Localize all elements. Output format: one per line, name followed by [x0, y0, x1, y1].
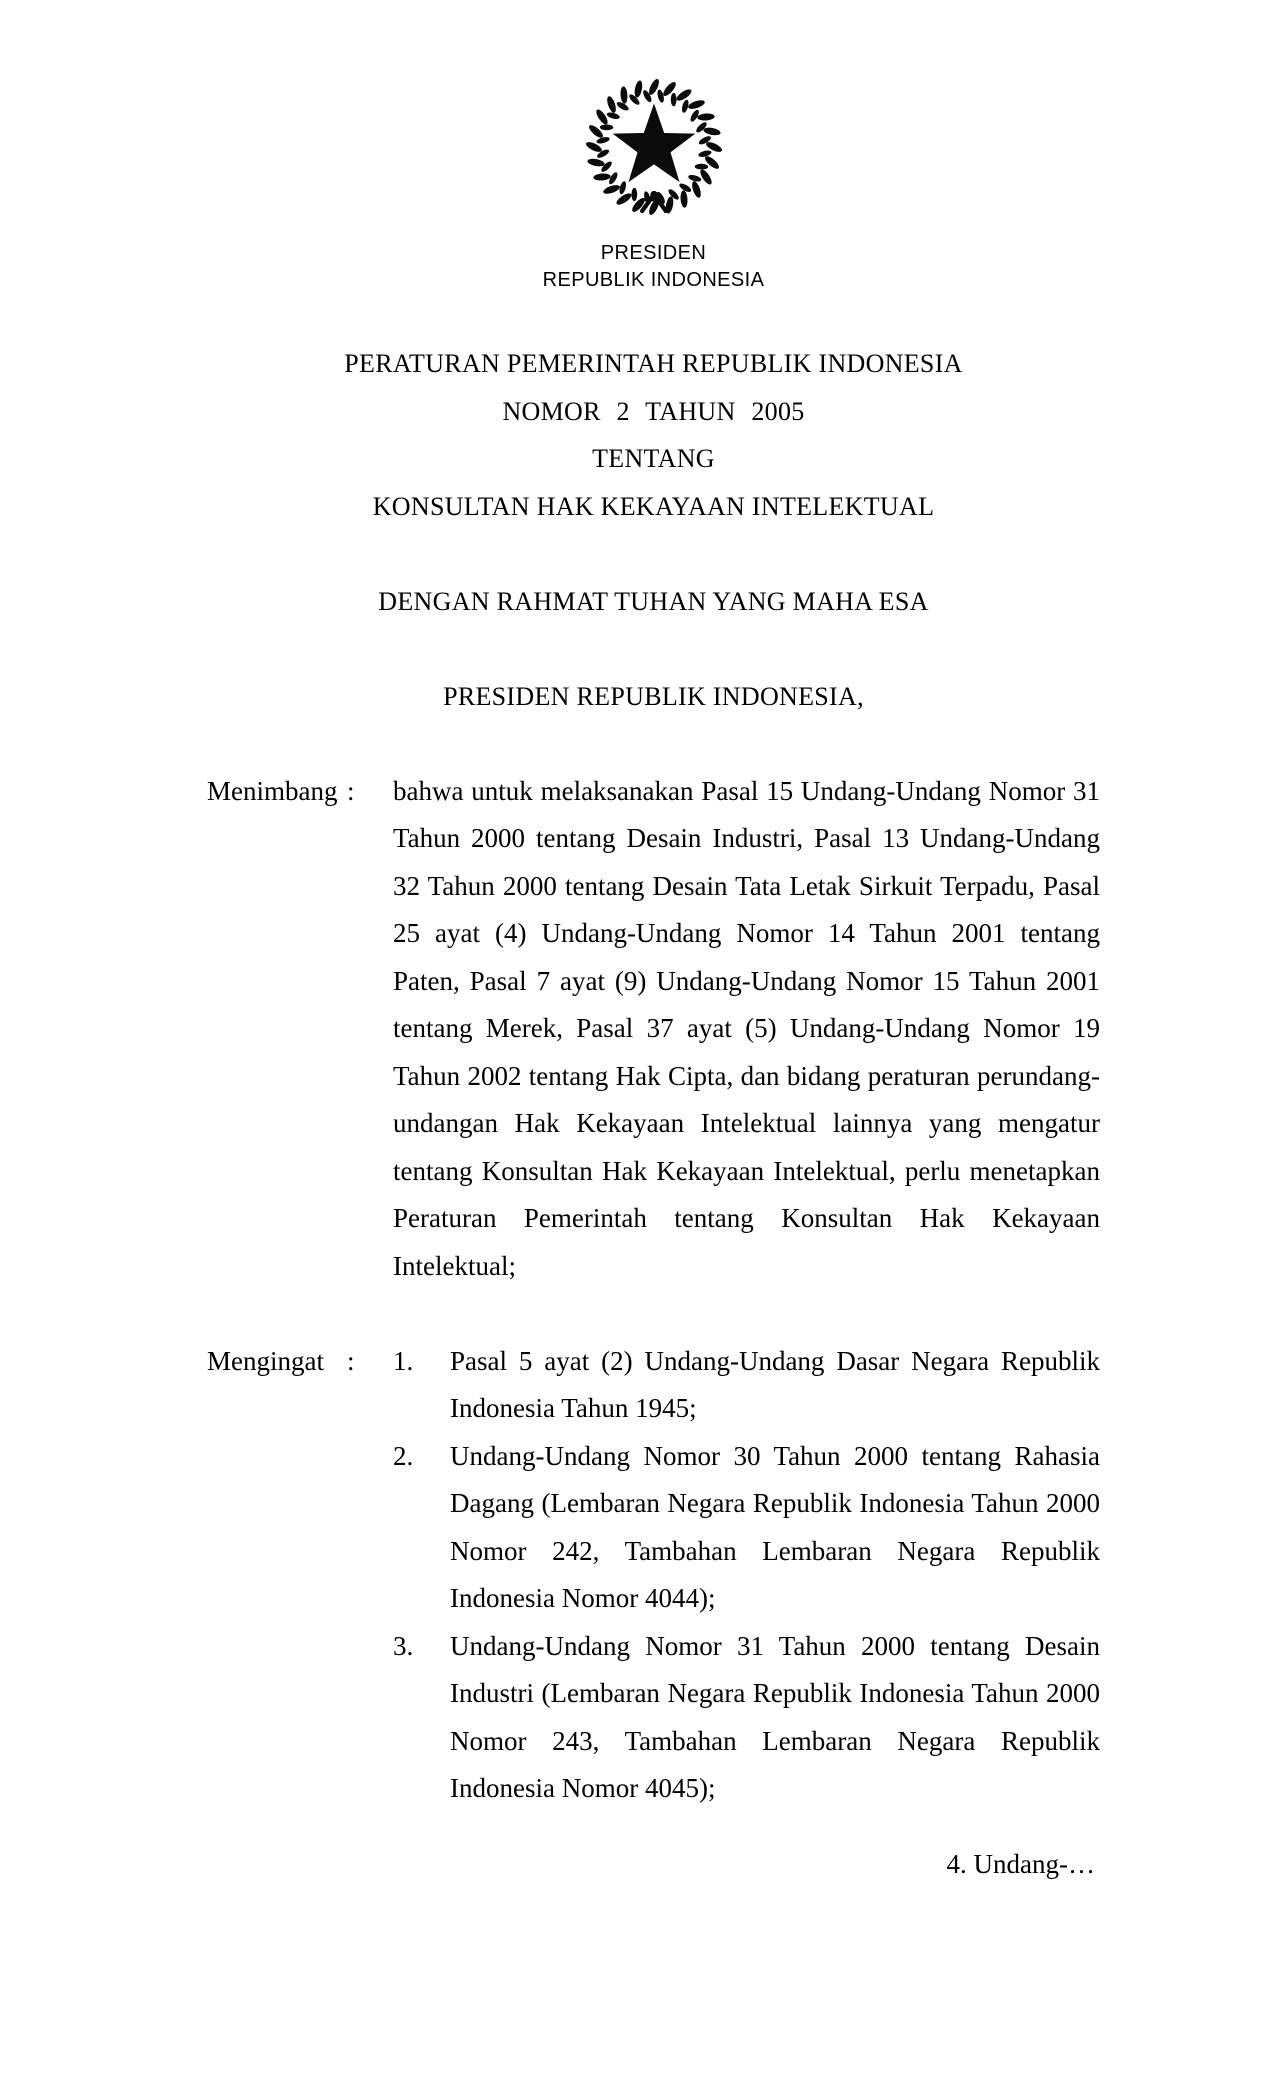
presidential-seal: [0, 0, 1275, 226]
authority-line: PRESIDEN REPUBLIK INDONESIA,: [443, 681, 864, 711]
item-1-text: Pasal 5 ayat (2) Undang-Undang Dasar Negara Republik Indonesia Tahun 1945;: [450, 1345, 1100, 1423]
title-line-subject: KONSULTAN HAK KEKAYAAN INTELEKTUAL: [372, 491, 935, 521]
menimbang-label: Menimbang: [207, 775, 338, 806]
item-3-text: Undang-Undang Nomor 31 Tahun 2000 tentang Desain Industri (Lembaran Negara Republik Indonesia Tahun 2000 Nomor 243, Tambahan Lembaran Negara Republik Indonesia Nomor 4045);: [450, 1630, 1100, 1803]
presidential-seal-icon: [570, 68, 738, 226]
mengingat-section: [0, 1338, 1275, 1813]
menimbang-section: [0, 768, 1275, 1291]
item-3-number: 3.: [393, 1630, 414, 1661]
legal-basis-item-3: [393, 1623, 1100, 1813]
menimbang-colon: :: [347, 775, 355, 806]
org-line-republik-indonesia: REPUBLIK INDONESIA: [542, 269, 765, 291]
item-1-number: 1.: [393, 1345, 414, 1376]
catchword: 4. Undang-…: [946, 1848, 1095, 1879]
org-line-presiden: PRESIDEN: [600, 242, 707, 264]
title-line-peraturan: PERATURAN PEMERINTAH REPUBLIK INDONESIA: [344, 349, 963, 378]
star-icon: [612, 104, 695, 183]
title-line-tentang: TENTANG: [592, 444, 715, 473]
mengingat-list: [393, 1338, 1100, 1813]
mengingat-colon: :: [347, 1345, 355, 1376]
org-heading: [0, 240, 1275, 294]
legal-basis-item-2: [393, 1433, 1100, 1623]
mengingat-label: Mengingat: [207, 1345, 324, 1376]
title-line-nomor: NOMOR 2 TAHUN 2005: [502, 396, 805, 426]
menimbang-text: bahwa untuk melaksanakan Pasal 15 Undang-Undang Nomor 31 Tahun 2000 tentang Desain Industri, Pasal 13 Undang-Undang 32 Tahun 2000 tentang Desain Tata Letak Sirkuit Terpadu, Pasal 25 ayat (4) Undang-Undang Nomor 14 Tahun 2001 tentang Paten, Pasal 7 ayat (9) Undang-Undang Nomor 15 Tahun 2001 tentang Merek, Pasal 37 ayat (5) Undang-Undang Nomor 19 Tahun 2002 tentang Hak Cipta, dan bidang peraturan perundang-undangan Hak Kekayaan Intelektual lainnya yang mengatur tentang Konsultan Hak Kekayaan Intelektual, perlu menetapkan Peraturan Pemerintah tentang Konsultan Hak Kekayaan Intelektual;: [393, 775, 1100, 1281]
item-2-text: Undang-Undang Nomor 30 Tahun 2000 tentang Rahasia Dagang (Lembaran Negara Republik Indonesia Tahun 2000 Nomor 242, Tambahan Lembaran Negara Republik Indonesia Nomor 4044);: [450, 1440, 1100, 1613]
invocation-line: DENGAN RAHMAT TUHAN YANG MAHA ESA: [378, 586, 929, 616]
regulation-title-block: [0, 340, 1275, 530]
item-2-number: 2.: [393, 1440, 414, 1471]
legal-basis-item-1: [393, 1338, 1100, 1433]
